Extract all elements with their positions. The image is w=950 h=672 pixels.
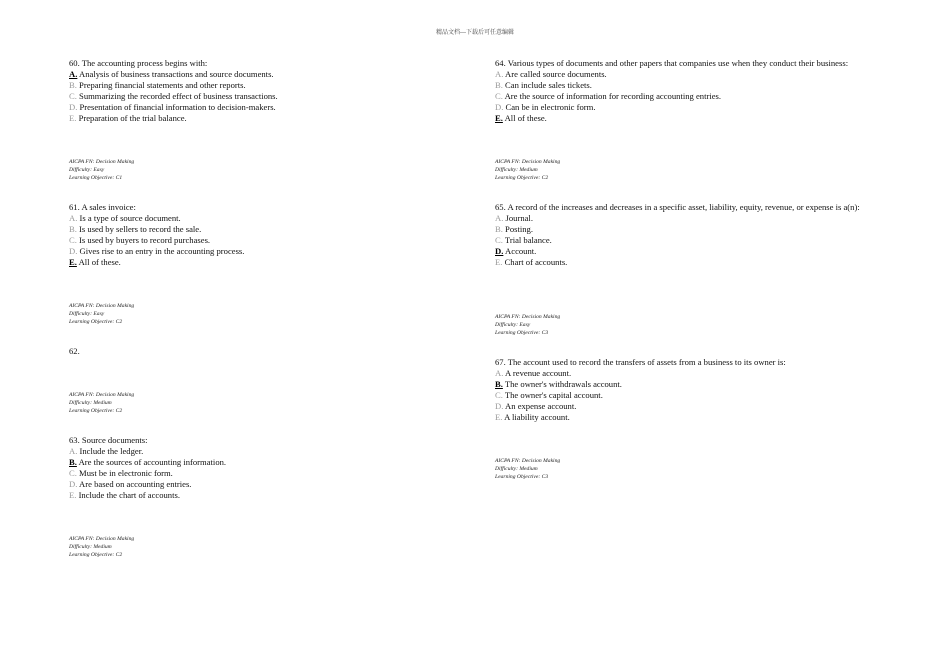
question-64 — [495, 58, 915, 124]
answer-option — [495, 69, 915, 80]
difficulty-label: Difficulty: Medium — [69, 543, 112, 550]
answer-text: A revenue account. — [505, 368, 572, 378]
answer-text: The owner's withdrawals account. — [504, 379, 622, 389]
answer-text: Posting. — [505, 224, 533, 234]
question-text: A sales invoice: — [81, 202, 136, 212]
answer-letter: A. — [495, 368, 504, 378]
question-stem — [69, 435, 469, 446]
answer-text: Must be in electronic form. — [79, 468, 173, 478]
question-number: 65. — [495, 202, 506, 212]
answer-option — [69, 69, 469, 80]
question-61 — [69, 202, 469, 268]
answer-option — [495, 91, 915, 102]
answer-text: An expense account. — [505, 401, 577, 411]
difficulty-label: Difficulty: Medium — [69, 399, 112, 406]
question-metadata — [495, 458, 560, 481]
question-text: A record of the increases and decreases in a specific asset, liability, equity, revenue, or expense is a(n): — [507, 202, 860, 212]
answer-text: Preparation of the trial balance. — [78, 113, 187, 123]
answer-text: A liability account. — [504, 412, 570, 422]
answer-option — [495, 368, 895, 379]
answer-option — [69, 468, 469, 479]
answer-text: Journal. — [505, 213, 533, 223]
answer-text: Are the sources of accounting information. — [78, 457, 227, 467]
question-metadata — [69, 536, 134, 559]
answer-letter: B. — [495, 80, 503, 90]
question-number: 60. — [69, 58, 80, 68]
question-62 — [69, 346, 469, 357]
answer-option — [495, 412, 895, 423]
question-metadata — [495, 159, 560, 182]
correct-answer-letter: E. — [69, 257, 77, 267]
answer-text: All of these. — [504, 113, 547, 123]
answer-options — [69, 69, 469, 124]
question-63 — [69, 435, 469, 501]
answer-text: Chart of accounts. — [504, 257, 568, 267]
correct-answer-letter: A. — [69, 69, 78, 79]
learning-objective-label: Learning Objective: C2 — [69, 551, 123, 558]
answer-options — [495, 368, 895, 423]
answer-option — [69, 246, 469, 257]
correct-answer-letter: B. — [69, 457, 77, 467]
answer-text: Is a type of source document. — [79, 213, 181, 223]
learning-objective-label: Learning Objective: C2 — [495, 174, 549, 181]
answer-option — [69, 490, 469, 501]
question-metadata — [495, 314, 560, 337]
aicpa-label: AICPA FN: Decision Making — [69, 303, 135, 309]
answer-letter: E. — [69, 113, 77, 123]
aicpa-label: AICPA FN: Decision Making — [495, 458, 561, 464]
answer-text: Include the chart of accounts. — [78, 490, 180, 500]
aicpa-label: AICPA FN: Decision Making — [495, 159, 561, 165]
answer-option — [69, 446, 469, 457]
answer-option — [495, 246, 895, 257]
question-stem — [495, 58, 915, 69]
aicpa-label: AICPA FN: Decision Making — [69, 392, 135, 398]
answer-option — [495, 390, 895, 401]
question-stem — [69, 58, 469, 69]
answer-text: Gives rise to an entry in the accounting process. — [79, 246, 245, 256]
answer-text: Presentation of financial information to decision-makers. — [79, 102, 276, 112]
answer-letter: B. — [495, 224, 503, 234]
aicpa-label: AICPA FN: Decision Making — [69, 536, 135, 542]
answer-letter: A. — [69, 446, 78, 456]
answer-text: Are the source of information for recording accounting entries. — [504, 91, 722, 101]
answer-text: Preparing financial statements and other reports. — [79, 80, 246, 90]
answer-text: Summarizing the recorded effect of business transactions. — [79, 91, 278, 101]
answer-letter: C. — [495, 390, 503, 400]
answer-option — [495, 113, 915, 124]
answer-option — [69, 102, 469, 113]
answer-letter: D. — [69, 102, 78, 112]
question-65 — [495, 202, 895, 268]
answer-text: All of these. — [78, 257, 121, 267]
answer-text: The owner's capital account. — [504, 390, 603, 400]
answer-letter: E. — [495, 257, 503, 267]
learning-objective-label: Learning Objective: C3 — [495, 473, 549, 480]
answer-option — [69, 235, 469, 246]
difficulty-label: Difficulty: Easy — [495, 321, 531, 328]
answer-letter: A. — [69, 213, 78, 223]
answer-option — [69, 80, 469, 91]
answer-letter: D. — [495, 401, 504, 411]
question-text: Various types of documents and other papers that companies use when they conduct their business: — [507, 58, 849, 68]
question-text: The account used to record the transfers of assets from a business to its owner is: — [507, 357, 786, 367]
question-number: 64. — [495, 58, 506, 68]
question-metadata — [69, 303, 134, 326]
answer-option — [69, 479, 469, 490]
answer-letter: A. — [495, 213, 504, 223]
difficulty-label: Difficulty: Medium — [495, 465, 538, 472]
answer-letter: E. — [495, 412, 503, 422]
answer-option — [69, 113, 469, 124]
question-60 — [69, 58, 469, 124]
page-header-watermark: 精品文档---下载后可任意编辑 — [436, 30, 514, 36]
answer-option — [495, 224, 895, 235]
question-67 — [495, 357, 895, 423]
question-stem — [69, 346, 469, 357]
question-stem — [495, 202, 895, 213]
learning-objective-label: Learning Objective: C2 — [69, 407, 123, 414]
answer-option — [69, 457, 469, 468]
answer-text: Is used by buyers to record purchases. — [79, 235, 211, 245]
answer-options — [495, 213, 895, 268]
answer-option — [495, 80, 915, 91]
question-number: 63. — [69, 435, 80, 445]
question-stem — [495, 357, 895, 368]
difficulty-label: Difficulty: Medium — [495, 166, 538, 173]
answer-option — [495, 401, 895, 412]
correct-answer-letter: D. — [495, 246, 504, 256]
aicpa-label: AICPA FN: Decision Making — [495, 314, 561, 320]
answer-option — [495, 235, 895, 246]
answer-letter: C. — [69, 91, 77, 101]
answer-letter: C. — [69, 235, 77, 245]
learning-objective-label: Learning Objective: C1 — [69, 174, 123, 181]
correct-answer-letter: E. — [495, 113, 503, 123]
answer-letter: C. — [69, 468, 77, 478]
answer-text: Trial balance. — [504, 235, 552, 245]
answer-option — [69, 213, 469, 224]
question-number: 62. — [69, 346, 80, 356]
answer-option — [495, 213, 895, 224]
answer-text: Is used by sellers to record the sale. — [79, 224, 202, 234]
answer-letter: E. — [69, 490, 77, 500]
answer-text: Analysis of business transactions and source documents. — [79, 69, 274, 79]
learning-objective-label: Learning Objective: C2 — [69, 318, 123, 325]
answer-option — [495, 102, 915, 113]
answer-options — [69, 446, 469, 501]
difficulty-label: Difficulty: Easy — [69, 310, 105, 317]
aicpa-label: AICPA FN: Decision Making — [69, 159, 135, 165]
answer-letter: C. — [495, 91, 503, 101]
answer-options — [495, 69, 915, 124]
answer-text: Are called source documents. — [505, 69, 607, 79]
answer-text: Are based on accounting entries. — [79, 479, 192, 489]
answer-text: Include the ledger. — [79, 446, 144, 456]
answer-option — [495, 257, 895, 268]
answer-text: Can be in electronic form. — [505, 102, 596, 112]
answer-letter: A. — [495, 69, 504, 79]
question-metadata — [69, 392, 134, 415]
answer-letter: B. — [69, 224, 77, 234]
learning-objective-label: Learning Objective: C3 — [495, 329, 549, 336]
answer-letter: B. — [69, 80, 77, 90]
question-number: 67. — [495, 357, 506, 367]
difficulty-label: Difficulty: Easy — [69, 166, 105, 173]
answer-option — [69, 257, 469, 268]
answer-letter: D. — [69, 246, 78, 256]
answer-option — [69, 224, 469, 235]
answer-options — [69, 213, 469, 268]
answer-letter: C. — [495, 235, 503, 245]
question-number: 61. — [69, 202, 80, 212]
answer-letter: D. — [495, 102, 504, 112]
correct-answer-letter: B. — [495, 379, 503, 389]
answer-letter: D. — [69, 479, 78, 489]
question-text: Source documents: — [81, 435, 148, 445]
answer-text: Can include sales tickets. — [505, 80, 592, 90]
question-stem — [69, 202, 469, 213]
question-text: The accounting process begins with: — [81, 58, 208, 68]
question-metadata — [69, 159, 134, 182]
answer-option — [69, 91, 469, 102]
answer-option — [495, 379, 895, 390]
answer-text: Account. — [505, 246, 537, 256]
